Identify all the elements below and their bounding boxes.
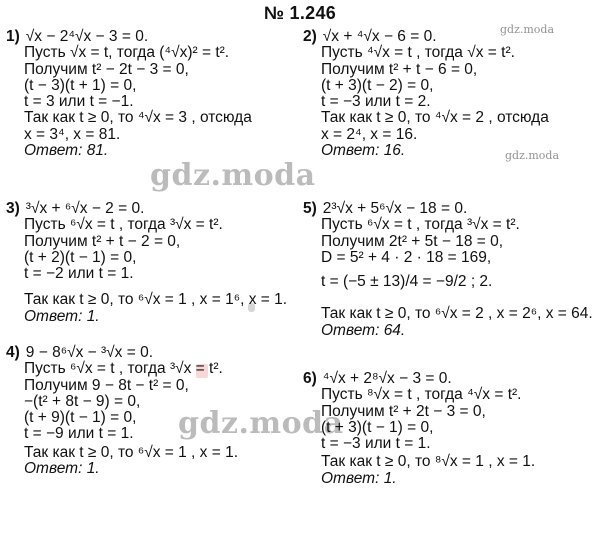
- solution-line: Так как t ≥ 0, то ⁶√x = 1 , x = 1⁶, x = 1.: [24, 291, 288, 309]
- solution-line: Так как t ≥ 0, то ⁴√x = 2 , отсюда: [321, 109, 549, 127]
- page-title: № 1.246: [263, 3, 337, 23]
- problem-number: 6): [303, 370, 317, 387]
- problem-equation: √x + ⁴√x − 6 = 0.: [322, 28, 437, 45]
- solution-line: Так как t ≥ 0, то ⁴√x = 3 , отсюда: [24, 109, 252, 127]
- solution-line: t = −3 или t = 1.: [321, 435, 431, 453]
- problem-number: 2): [303, 28, 317, 45]
- solution-line: (t + 2)(t − 1) = 0,: [24, 248, 137, 266]
- solution-line: (t − 3)(t + 1) = 0,: [24, 76, 137, 94]
- answer-line: Ответ: 1.: [321, 469, 397, 487]
- answer-line: Ответ: 1.: [24, 460, 100, 478]
- problem-4: [6, 345, 238, 477]
- watermark-small-2: gdz.moda: [505, 149, 560, 162]
- solution-line: Получим 2t² + 5t − 18 = 0,: [321, 232, 504, 250]
- problem-6: [303, 371, 535, 487]
- solution-line: (t + 3)(t − 2) = 0,: [321, 76, 434, 94]
- problem-equation: √x − 2⁴√x − 3 = 0.: [25, 28, 149, 45]
- solution-line: Получим t² + t − 2 = 0,: [24, 232, 181, 250]
- problem-number: 5): [303, 200, 317, 217]
- answer-line: Ответ: 1.: [24, 307, 100, 325]
- solution-line: Так как t ≥ 0, то ⁶√x = 1 , x = 1.: [24, 443, 239, 461]
- problem-equation: 2³√x + 5⁶√x − 18 = 0.: [322, 200, 468, 217]
- solution-line: x = 2⁴, x = 16.: [321, 125, 418, 143]
- solution-line: t = −3 или t = 2.: [321, 93, 431, 111]
- solution-line: t = 3 или t = −1.: [24, 93, 134, 111]
- solution-line: x = 3⁴, x = 81.: [24, 125, 121, 143]
- solution-line: Так как t ≥ 0, то ⁸√x = 1 , x = 1.: [321, 453, 536, 471]
- problem-1: [6, 29, 252, 159]
- solution-line: Пусть ⁶√x = t , тогда ³√x = t².: [24, 360, 223, 378]
- solution-line: Получим 9 − 8t − t² = 0,: [24, 376, 189, 394]
- solution-line: Пусть √x = t, тогда (⁴√x)² = t².: [24, 44, 230, 62]
- problem-2: [303, 29, 549, 159]
- problem-number: 3): [6, 200, 20, 217]
- solution-line: D = 5² + 4 · 2 · 18 = 169,: [321, 248, 492, 266]
- problem-equation: 9 − 8⁶√x − ³√x = 0.: [25, 344, 154, 361]
- solution-line: Пусть ⁴√x = t , тогда √x = t².: [321, 44, 515, 62]
- solution-line: Пусть ⁶√x = t , тогда ³√x = t².: [321, 216, 520, 234]
- solution-line: (t + 9)(t − 1) = 0,: [24, 409, 137, 427]
- answer-line: Ответ: 81.: [24, 142, 109, 160]
- problem-5: [303, 201, 593, 339]
- answer-line: Ответ: 64.: [321, 321, 406, 339]
- watermark-big-1: gdz.moda: [150, 158, 316, 193]
- solution-line: t = (−5 ± 13)/4 = −9/2 ; 2.: [321, 273, 493, 291]
- answer-line: Ответ: 16.: [321, 142, 406, 160]
- solution-line: Получим t² + t − 6 = 0,: [321, 60, 478, 78]
- solution-line: t = −2 или t = 1.: [24, 265, 134, 283]
- solution-line: Получим t² + 2t − 3 = 0,: [321, 402, 486, 420]
- watermark-big-2: gdz.moda: [178, 406, 344, 441]
- problem-number: 4): [6, 344, 20, 361]
- problem-equation: ³√x + ⁶√x − 2 = 0.: [25, 200, 145, 217]
- watermark-small-1: gdz.moda: [500, 23, 555, 36]
- solution-line: t = −9 или t = 1.: [24, 425, 134, 443]
- solution-line: Так как t ≥ 0, то ⁶√x = 2 , x = 2⁶, x = 64.: [321, 305, 593, 323]
- solution-line: −(t² + 8t − 9) = 0,: [24, 392, 141, 410]
- problem-3: [6, 201, 287, 325]
- solution-line: Пусть ⁸√x = t , тогда ⁴√x = t².: [321, 386, 522, 404]
- solution-line: Пусть ⁶√x = t , тогда ³√x = t².: [24, 216, 223, 234]
- problem-number: 1): [6, 28, 20, 45]
- solution-line: (t + 3)(t − 1) = 0,: [321, 418, 434, 436]
- solution-line: Получим t² − 2t − 3 = 0,: [24, 60, 189, 78]
- problem-equation: ⁴√x + 2⁸√x − 3 = 0.: [322, 370, 452, 387]
